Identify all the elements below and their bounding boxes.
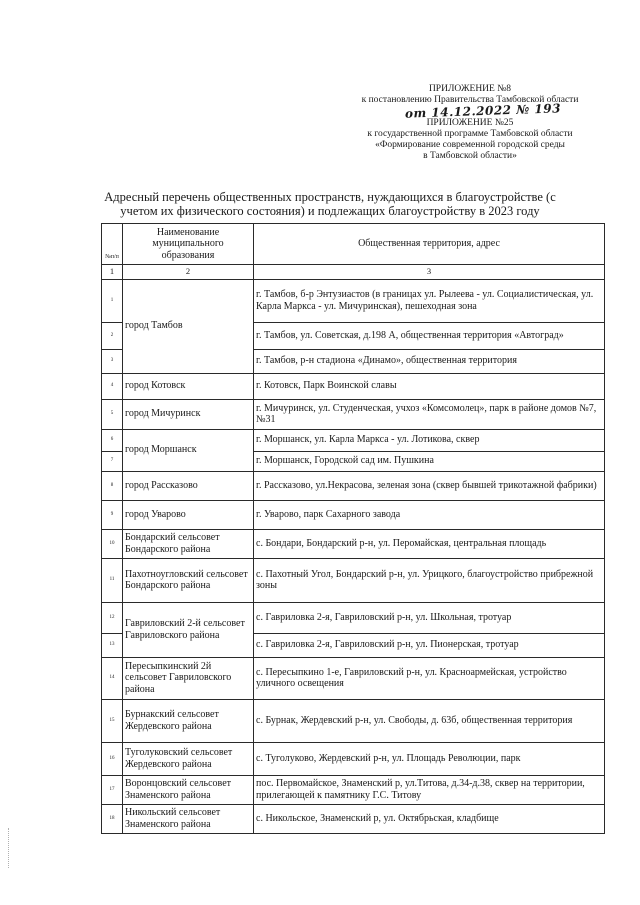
appendix-25-heading: ПРИЛОЖЕНИЕ №25 xyxy=(426,118,514,128)
column-number-1: 1 xyxy=(102,265,123,280)
row-municipality: Никольский сельсовет Знаменского района xyxy=(123,804,254,833)
row-territory: с. Пересыпкино 1-е, Гавриловский р-н, ул. Красноармейская, устройство уличного освещения xyxy=(254,657,605,699)
row-municipality: Воронцовский сельсовет Знаменского района xyxy=(123,775,254,804)
scan-edge-mark xyxy=(8,828,10,868)
row-territory: с. Гавриловка 2-я, Гавриловский р-н, ул. Пионерская, тротуар xyxy=(254,633,605,657)
table-row xyxy=(102,529,605,558)
row-municipality: Бондарский сельсовет Бондарского района xyxy=(123,529,254,558)
row-number: 18 xyxy=(102,804,123,833)
row-number: 16 xyxy=(102,742,123,775)
table-row xyxy=(102,775,605,804)
row-territory: г. Тамбов, б-р Энтузиастов (в границах ул. Рылеева - ул. Социалистическая, ул. Карла Маркса - ул. Мичуринская), пешеходная зона xyxy=(254,279,605,322)
table-row xyxy=(102,657,605,699)
row-number: 4 xyxy=(102,373,123,399)
address-list-table xyxy=(101,223,605,834)
table-row xyxy=(102,373,605,399)
row-territory: г. Тамбов, р-н стадиона «Динамо», общественная территория xyxy=(254,349,605,373)
row-municipality: Пересыпкинский 2й сельсовет Гавриловского района xyxy=(123,657,254,699)
row-number: 13 xyxy=(102,633,123,657)
row-territory: с. Бондари, Бондарский р-н, ул. Перомайская, центральная площадь xyxy=(254,529,605,558)
row-number: 7 xyxy=(102,451,123,471)
row-territory: с. Бурнак, Жердевский р-н, ул. Свободы, д. 63б, общественная территория xyxy=(254,699,605,742)
row-number: 5 xyxy=(102,399,123,429)
row-number: 14 xyxy=(102,657,123,699)
row-territory: с. Никольское, Знаменский р, ул. Октябрьская, кладбище xyxy=(254,804,605,833)
table-row xyxy=(102,742,605,775)
table-row xyxy=(102,500,605,529)
row-territory: г. Тамбов, ул. Советская, д.198 А, общественная территория «Автоград» xyxy=(254,322,605,349)
document-title xyxy=(60,190,600,218)
column-number-row xyxy=(102,265,605,280)
row-municipality: город Рассказово xyxy=(123,471,254,500)
row-territory: пос. Первомайское, Знаменский р, ул.Титова, д.34-д.38, сквер на территории, прилегающей к памятнику Г.С. Титову xyxy=(254,775,605,804)
column-number-3: 3 xyxy=(254,265,605,280)
row-number: 11 xyxy=(102,558,123,602)
table-row xyxy=(102,471,605,500)
row-number: 1 xyxy=(102,279,123,322)
title-line2: учетом их физического состояния) и подлежащих благоустройству в 2023 году xyxy=(120,204,540,218)
row-municipality: Бурнакский сельсовет Жердевского района xyxy=(123,699,254,742)
program-name-line1: «Формирование современной городской среды xyxy=(375,140,565,150)
decree-reference: к постановлению Правительства Тамбовской области xyxy=(361,95,579,105)
header-num: №п/п xyxy=(102,224,123,265)
table-header-row xyxy=(102,224,605,265)
column-number-2: 2 xyxy=(123,265,254,280)
table-row xyxy=(102,804,605,833)
header-municipality: Наименование муниципального образования xyxy=(123,224,254,265)
row-municipality: город Котовск xyxy=(123,373,254,399)
row-territory: г. Рассказово, ул.Некрасова, зеленая зона (сквер бывшей трикотажной фабрики) xyxy=(254,471,605,500)
row-number: 17 xyxy=(102,775,123,804)
row-number: 9 xyxy=(102,500,123,529)
header-territory: Общественная территория, адрес xyxy=(254,224,605,265)
row-number: 10 xyxy=(102,529,123,558)
table-row xyxy=(102,602,605,633)
row-municipality: город Уварово xyxy=(123,500,254,529)
row-number: 2 xyxy=(102,322,123,349)
row-municipality: Пахотноугловский сельсовет Бондарского района xyxy=(123,558,254,602)
program-reference: к государственной программе Тамбовской области xyxy=(367,129,573,139)
row-territory: г. Котовск, Парк Воинской славы xyxy=(254,373,605,399)
row-number: 15 xyxy=(102,699,123,742)
row-municipality: город Тамбов xyxy=(123,279,254,373)
row-territory: с. Гавриловка 2-я, Гавриловский р-н, ул. Школьная, тротуар xyxy=(254,602,605,633)
row-municipality: город Моршанск xyxy=(123,429,254,471)
table-row xyxy=(102,699,605,742)
handwritten-date-number: от 14.12.2022 № 193 xyxy=(404,101,562,121)
row-territory: г. Моршанск, Городской сад им. Пушкина xyxy=(254,451,605,471)
table-row xyxy=(102,558,605,602)
row-territory: с. Пахотный Угол, Бондарский р-н, ул. Урицкого, благоустройство прибрежной зоны xyxy=(254,558,605,602)
row-number: 6 xyxy=(102,429,123,451)
row-territory: г. Моршанск, ул. Карла Маркса - ул. Лотикова, сквер xyxy=(254,429,605,451)
row-number: 8 xyxy=(102,471,123,500)
row-municipality: Туголуковский сельсовет Жердевского района xyxy=(123,742,254,775)
row-municipality: город Мичуринск xyxy=(123,399,254,429)
row-number: 12 xyxy=(102,602,123,633)
row-number: 3 xyxy=(102,349,123,373)
appendix-8-heading: ПРИЛОЖЕНИЕ №8 xyxy=(428,84,512,94)
title-line1: Адресный перечень общественных пространств, нуждающихся в благоустройстве (с xyxy=(104,190,556,204)
row-territory: г. Мичуринск, ул. Студенческая, учхоз «Комсомолец», парк в районе домов №7, №31 xyxy=(254,399,605,429)
row-municipality: Гавриловский 2-й сельсовет Гавриловского района xyxy=(123,602,254,657)
program-name-line2: в Тамбовской области» xyxy=(423,151,517,161)
row-territory: с. Туголуково, Жердевский р-н, ул. Площадь Революции, парк xyxy=(254,742,605,775)
table-row xyxy=(102,279,605,322)
table-row xyxy=(102,429,605,451)
row-territory: г. Уварово, парк Сахарного завода xyxy=(254,500,605,529)
table-row xyxy=(102,399,605,429)
